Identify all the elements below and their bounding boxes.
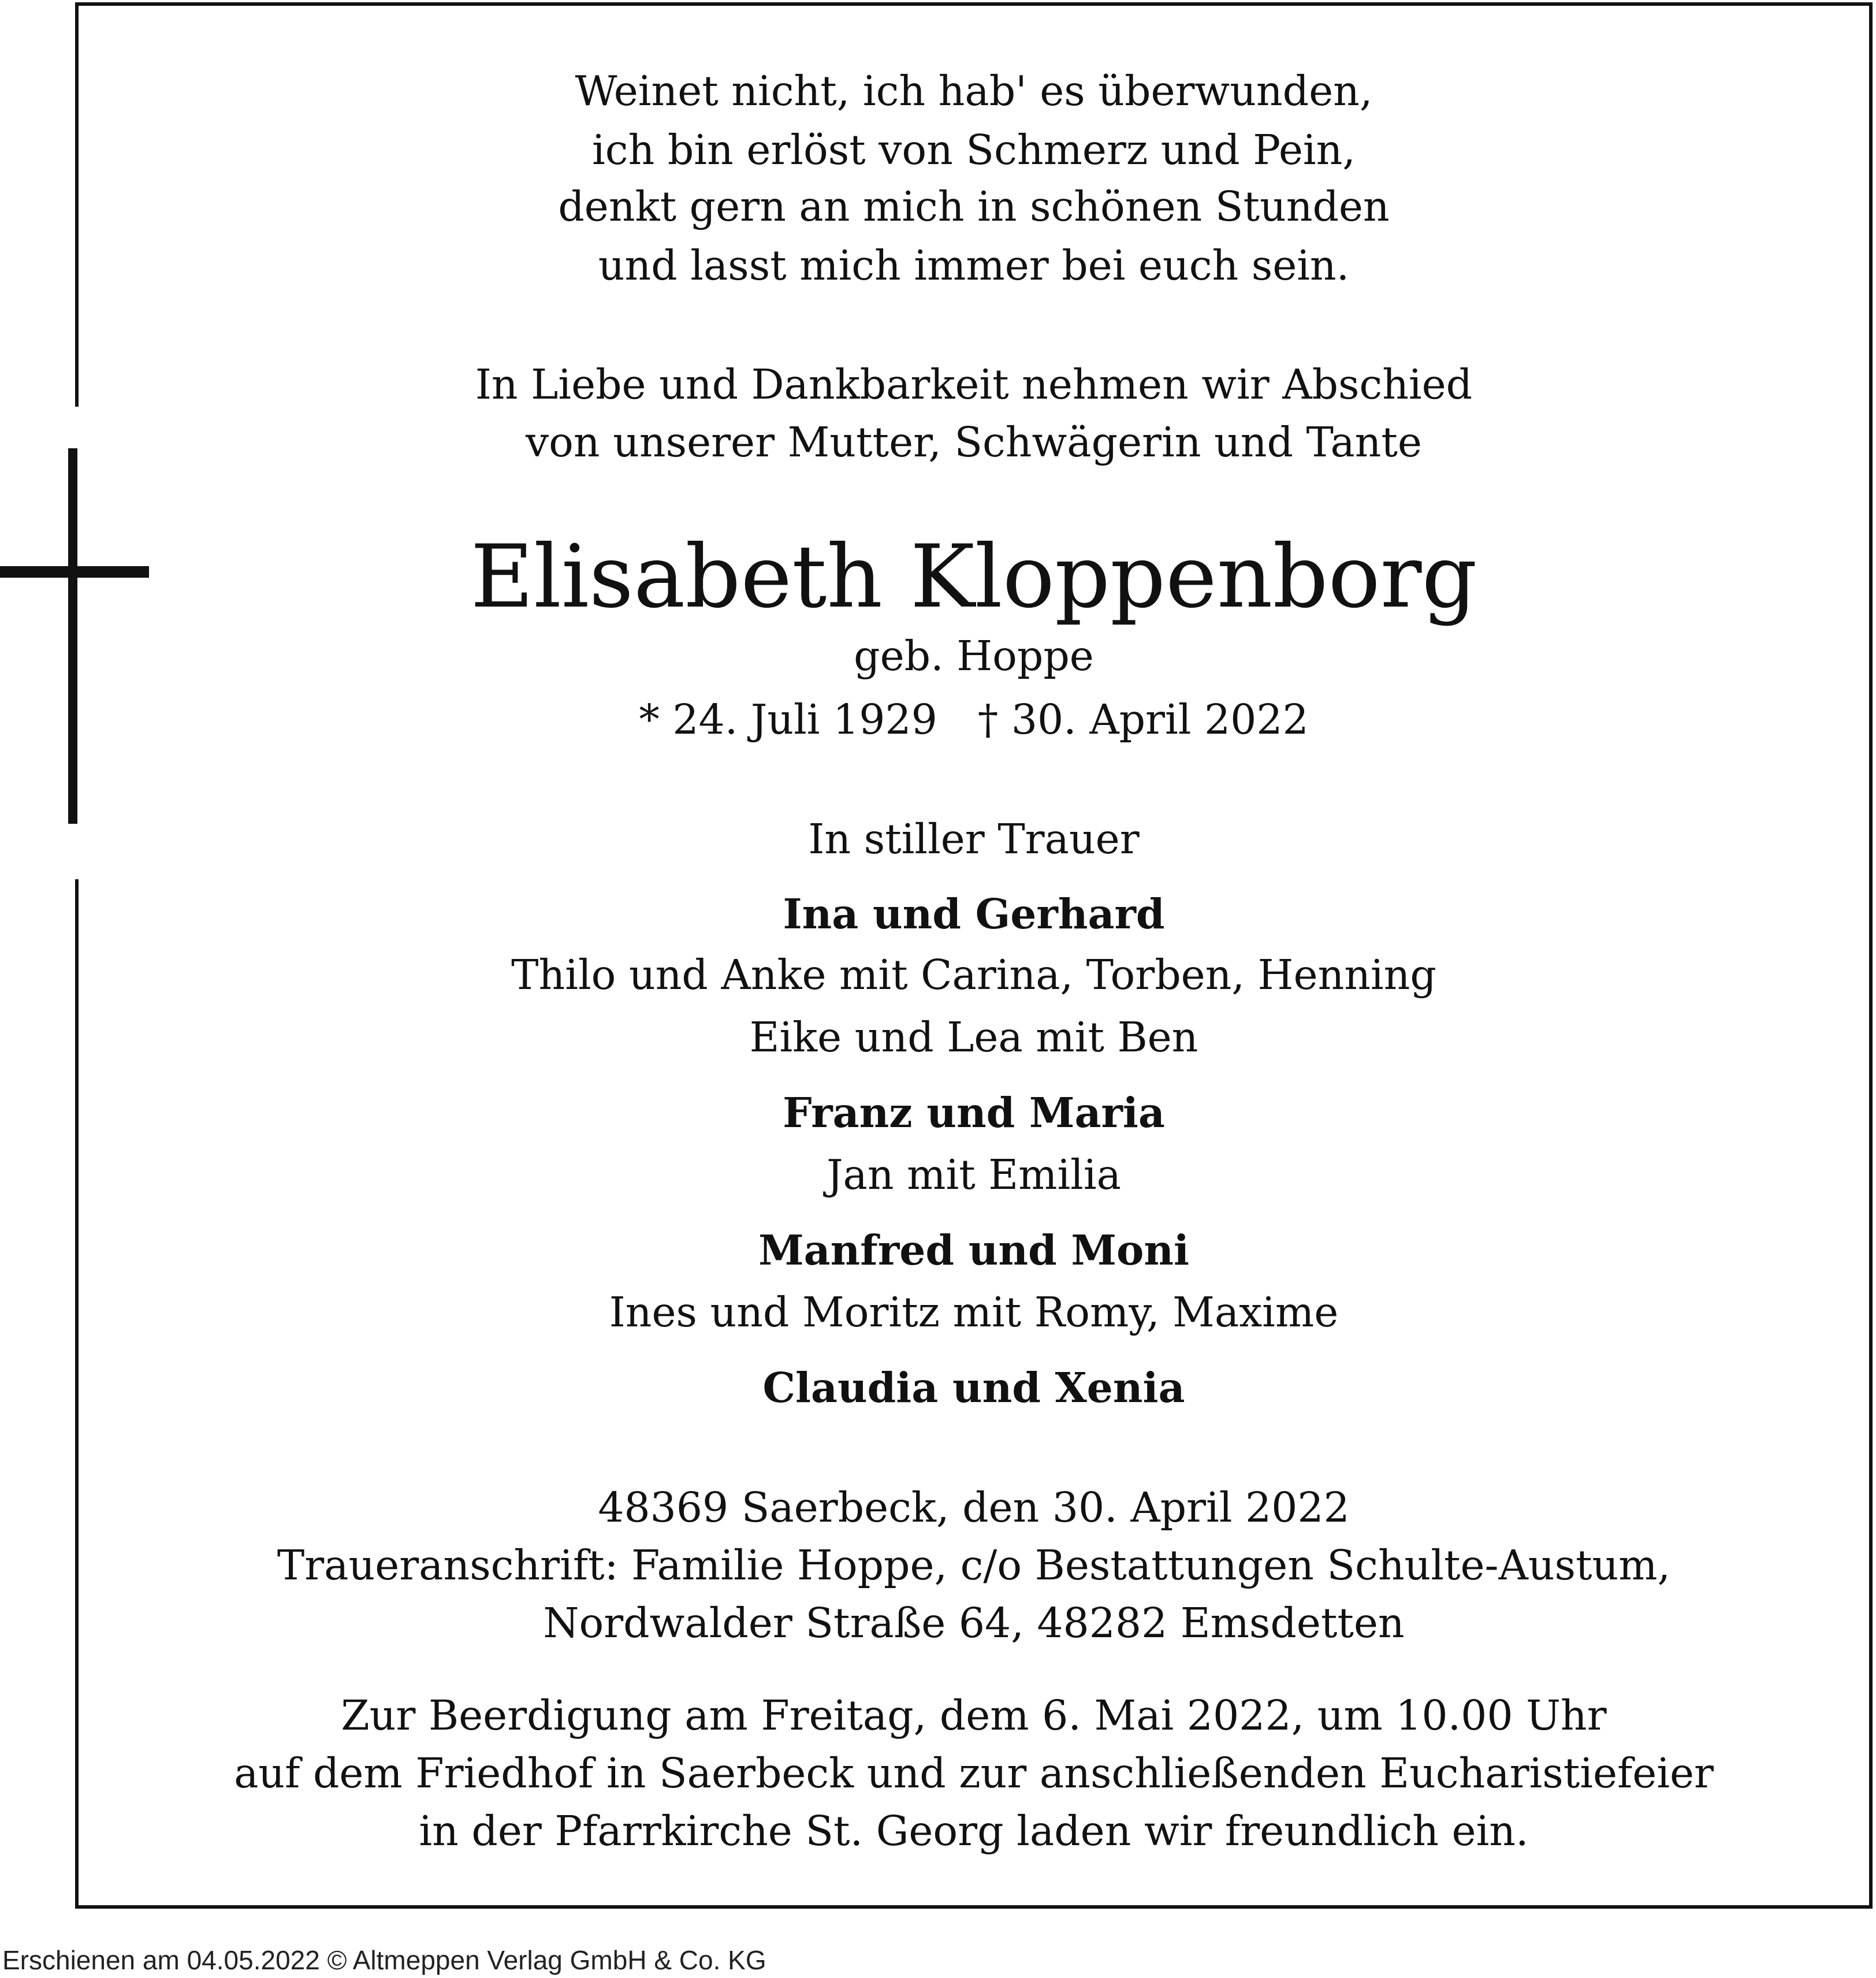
address-line: Traueranschrift: Familie Hoppe, c/o Bestattungen Schulte-Austum, bbox=[277, 1541, 1671, 1589]
funeral-line: auf dem Friedhof in Saerbeck und zur anschließenden Eucharistiefeier bbox=[234, 1749, 1714, 1797]
address-line: Nordwalder Straße 64, 48282 Emsdetten bbox=[543, 1599, 1405, 1647]
mourner-family: Claudia und Xenia bbox=[762, 1363, 1185, 1412]
poem-line: und lasst mich immer bei euch sein. bbox=[598, 241, 1350, 289]
mourning-intro: In stiller Trauer bbox=[808, 815, 1140, 863]
poem-line: ich bin erlöst von Schmerz und Pein, bbox=[592, 126, 1356, 174]
mourner-members: Eike und Lea mit Ben bbox=[749, 1013, 1198, 1061]
mourner-members: Ines und Moritz mit Romy, Maxime bbox=[609, 1288, 1339, 1336]
poem-line: denkt gern an mich in schönen Stunden bbox=[558, 183, 1390, 230]
mourner-family: Ina und Gerhard bbox=[783, 890, 1165, 938]
life-dates bbox=[79, 691, 1869, 749]
funeral-line: in der Pfarrkirche St. Georg laden wir freundlich ein. bbox=[419, 1807, 1529, 1855]
funeral-line: Zur Beerdigung am Freitag, dem 6. Mai 2022, um 10.00 Uhr bbox=[341, 1691, 1607, 1739]
mourner-members: Jan mit Emilia bbox=[827, 1151, 1121, 1199]
mourner-family: Manfred und Moni bbox=[758, 1226, 1189, 1274]
death-date: † 30. April 2022 bbox=[977, 696, 1309, 743]
publication-credit: Erschienen am 04.05.2022 © Altmeppen Verlag GmbH & Co. KG bbox=[2, 1945, 766, 1975]
mourner-members: Thilo und Anke mit Carina, Torben, Henning bbox=[511, 951, 1436, 999]
mourner-family: Franz und Maria bbox=[783, 1088, 1165, 1137]
place-date: 48369 Saerbeck, den 30. April 2022 bbox=[598, 1484, 1350, 1531]
intro-line: In Liebe und Dankbarkeit nehmen wir Abschied bbox=[475, 360, 1473, 408]
poem-line: Weinet nicht, ich hab' es überwunden, bbox=[575, 67, 1373, 115]
birth-date: * 24. Juli 1929 bbox=[639, 696, 937, 743]
intro-line: von unserer Mutter, Schwägerin und Tante bbox=[526, 418, 1422, 466]
maiden-name: geb. Hoppe bbox=[854, 632, 1094, 680]
deceased-name: Elisabeth Kloppenborg bbox=[470, 527, 1477, 627]
